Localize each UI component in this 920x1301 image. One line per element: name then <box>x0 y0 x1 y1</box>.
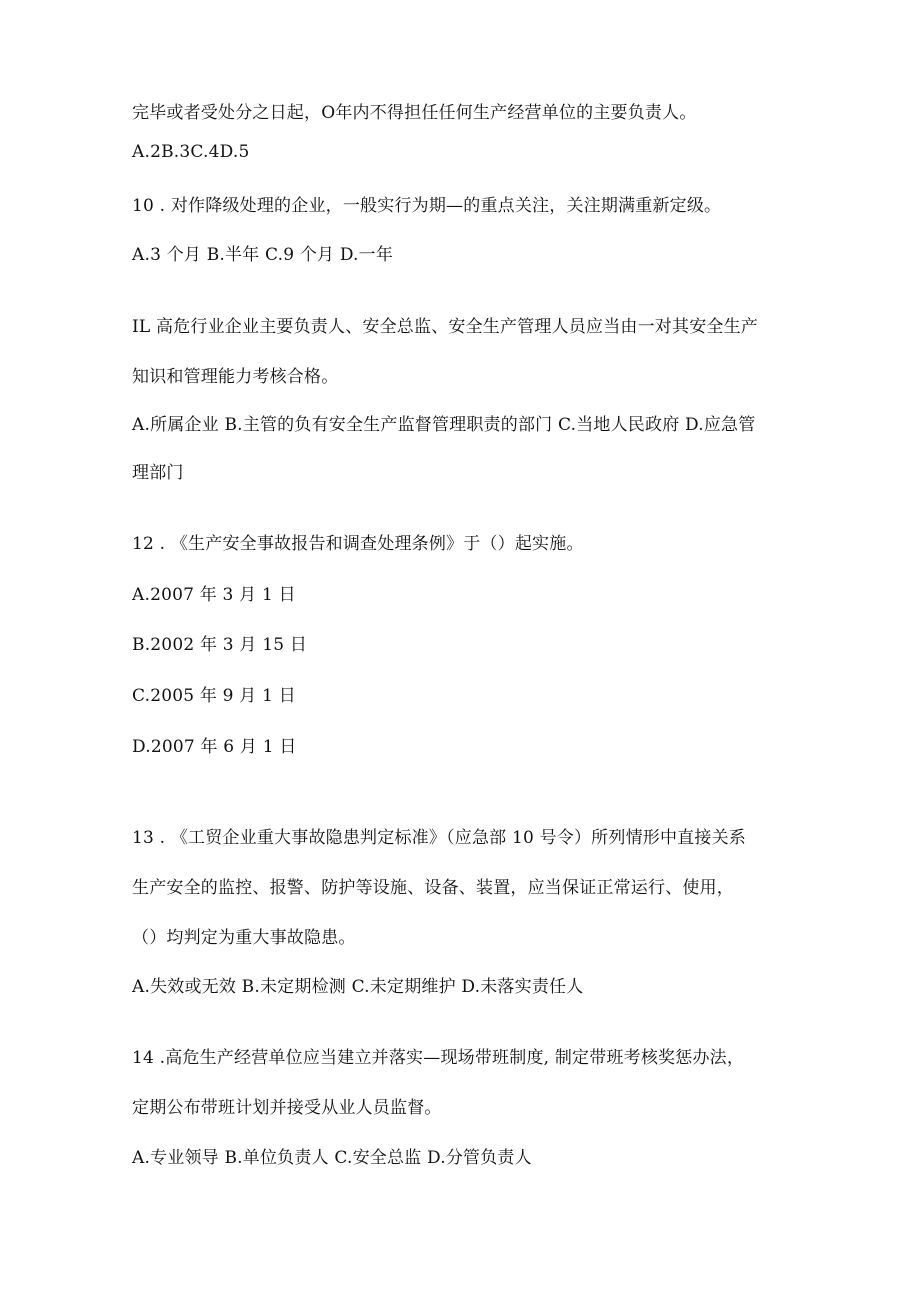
q11-question-line-2: 知识和管理能力考核合格。 <box>132 367 339 387</box>
q13-options: A.失效或无效 B.未定期检测 C.未定期维护 D.未落实责任人 <box>132 977 584 997</box>
q12-question: 12 . 《生产安全事故报告和调查处理条例》于（）起实施。 <box>132 534 584 554</box>
q11-options-line-1: A.所属企业 B.主管的负有安全生产监督管理职责的部门 C.当地人民政府 D.应急管 <box>132 415 756 435</box>
q11-options-line-2: 理部门 <box>132 463 184 483</box>
q12-option-b: B.2002 年 3 月 15 日 <box>132 635 308 655</box>
q12-option-c: C.2005 年 9 月 1 日 <box>132 686 296 706</box>
q10-options: A.3 个月 B.半年 C.9 个月 D.一年 <box>132 245 394 265</box>
q14-options: A.专业领导 B.单位负责人 C.安全总监 D.分管负责人 <box>132 1148 532 1168</box>
q12-option-a: A.2007 年 3 月 1 日 <box>132 585 296 605</box>
q11-question-line-1: IL 高危行业企业主要负责人、安全总监、安全生产管理人员应当由一对其安全生产 <box>132 317 759 337</box>
q13-question-line-1: 13 . 《工贸企业重大事故隐患判定标准》（应急部 10 号令）所列情形中直接关系 <box>132 828 746 848</box>
q10-question: 10 . 对作降级处理的企业，一般实行为期—的重点关注，关注期满重新定级。 <box>132 196 722 216</box>
q13-question-line-3: （）均判定为重大事故隐患。 <box>132 928 356 948</box>
q13-question-line-2: 生产安全的监控、报警、防护等设施、设备、装置，应当保证正常运行、使用， <box>132 878 734 898</box>
q9-options: A.2B.3C.4D.5 <box>132 142 250 162</box>
q14-question-line-2: 定期公布带班计划并接受从业人员监督。 <box>132 1098 442 1118</box>
q14-question-line-1: 14 .高危生产经营单位应当建立并落实—现场带班制度, 制定带班考核奖惩办法， <box>132 1048 745 1068</box>
q12-option-d: D.2007 年 6 月 1 日 <box>132 737 297 757</box>
q9-text-continuation: 完毕或者受处分之日起，O年内不得担任任何生产经营单位的主要负责人。 <box>132 103 697 123</box>
